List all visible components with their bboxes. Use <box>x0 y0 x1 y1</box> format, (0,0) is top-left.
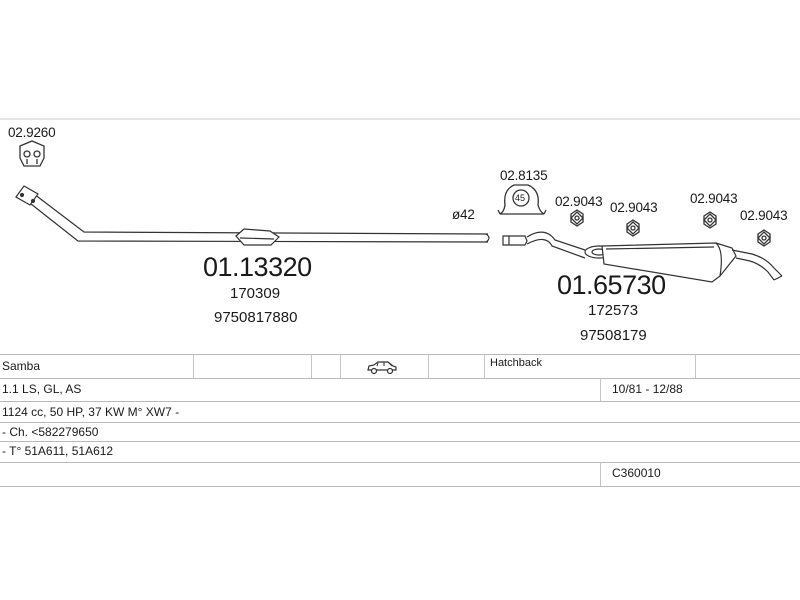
hanger-2-code: 02.9043 <box>610 200 658 215</box>
chassis-number: - Ch. <582279650 <box>2 425 99 439</box>
clamp-code: 02.8135 <box>500 168 548 183</box>
catalog-code: C360010 <box>612 466 661 480</box>
front-pipe <box>16 186 489 245</box>
versions: 1.1 LS, GL, AS <box>2 382 82 396</box>
part-ref1-rear: 172573 <box>588 302 639 319</box>
hanger-1-code: 02.9043 <box>555 194 603 209</box>
clamp-size: 45 <box>515 193 526 203</box>
part-ref2-front: 9750817880 <box>214 309 298 326</box>
part-number-front: 01.13320 <box>203 252 312 282</box>
part-ref1-front: 170309 <box>230 285 281 302</box>
flange-gasket-icon <box>20 141 44 166</box>
type-codes: - T° 51A611, 51A612 <box>2 444 114 458</box>
pipe-diameter: ø42 <box>452 207 475 222</box>
car-hatchback-icon <box>366 359 398 375</box>
part-ref2-rear: 97508179 <box>580 327 647 344</box>
production-dates: 10/81 - 12/88 <box>612 382 683 396</box>
body-type: Hatchback <box>490 357 542 369</box>
vehicle-info-table <box>0 354 800 494</box>
hanger-4-code: 02.9043 <box>740 208 788 223</box>
hanger-icon <box>758 230 770 246</box>
flange-gasket-code: 02.9260 <box>8 125 56 140</box>
engine-spec: 1124 cc, 50 HP, 37 KW M° XW7 - <box>2 405 180 419</box>
part-number-rear: 01.65730 <box>557 270 666 300</box>
hanger-icon <box>571 210 583 226</box>
hanger-3-code: 02.9043 <box>690 191 738 206</box>
hanger-icon <box>627 220 639 236</box>
model-name: Samba <box>2 359 41 373</box>
hanger-icon <box>704 212 716 228</box>
